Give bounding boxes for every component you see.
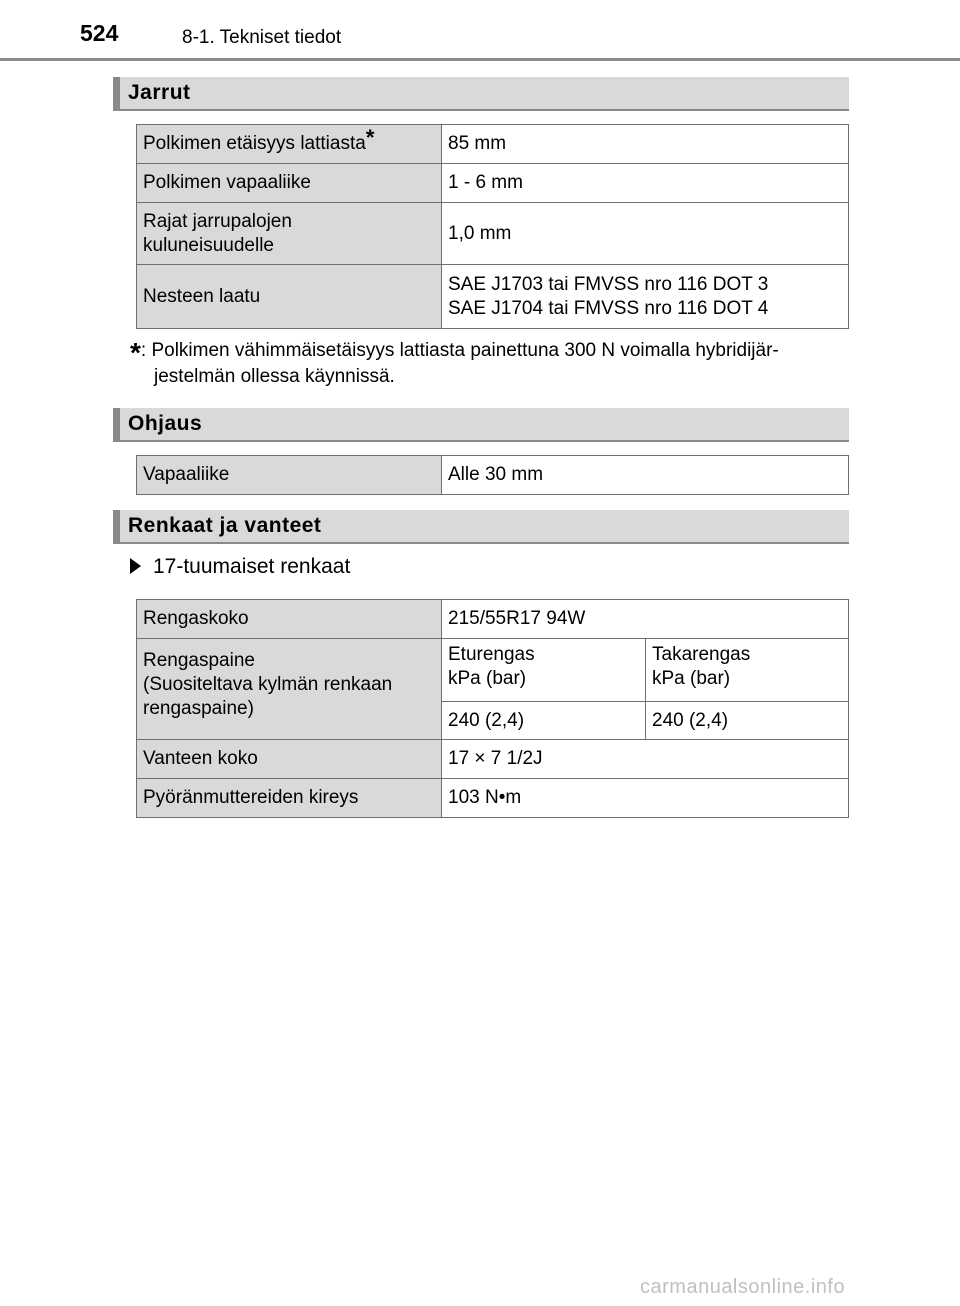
spec-value: 17 × 7 1/2J	[442, 740, 849, 779]
section-ohjaus-heading	[113, 408, 849, 442]
chapter-title: 8-1. Tekniset tiedot	[182, 27, 342, 48]
rear-tire-pressure: 240 (2,4)	[646, 702, 849, 740]
table-row	[137, 600, 849, 639]
spec-value: Alle 30 mm	[442, 456, 849, 495]
footnote-mark: *	[130, 337, 141, 368]
spec-label: Polkimen etäisyys lattiasta*	[137, 125, 442, 164]
table-row	[137, 639, 849, 702]
steering-table	[136, 455, 849, 495]
page-number: 524	[80, 20, 119, 46]
section-title: Renkaat ja vanteet	[128, 514, 322, 537]
bullet-item	[130, 555, 350, 579]
asterisk-mark: *	[365, 125, 375, 150]
spec-value: 103 N•m	[442, 779, 849, 818]
footnote-text-continued: jestelmän ollessa käynnissä.	[154, 366, 395, 387]
header-rule	[0, 58, 960, 61]
rear-tire-header: Takarengas kPa (bar)	[646, 639, 849, 702]
front-tire-pressure: 240 (2,4)	[442, 702, 646, 740]
section-title: Ohjaus	[128, 412, 203, 435]
spec-label: Rajat jarrupalojen kuluneisuudelle	[137, 203, 442, 265]
front-tire-header: Eturengas kPa (bar)	[442, 639, 646, 702]
section-renkaat-heading	[113, 510, 849, 544]
triangle-bullet-icon	[130, 558, 141, 574]
table-row	[137, 779, 849, 818]
spec-label: Vapaaliike	[137, 456, 442, 495]
table-row	[137, 265, 849, 329]
bullet-text: 17-tuumaiset renkaat	[153, 555, 351, 578]
section-title: Jarrut	[128, 81, 191, 104]
brakes-table	[136, 124, 849, 329]
section-jarrut-heading	[113, 77, 849, 111]
tires-table	[136, 599, 849, 818]
table-row	[137, 125, 849, 164]
spec-label: Polkimen vapaaliike	[137, 164, 442, 203]
spec-label: Nesteen laatu	[137, 265, 442, 329]
table-row	[137, 203, 849, 265]
spec-label: Vanteen koko	[137, 740, 442, 779]
spec-value: 1 - 6 mm	[442, 164, 849, 203]
spec-label: Pyöränmuttereiden kireys	[137, 779, 442, 818]
spec-value: 85 mm	[442, 125, 849, 164]
spec-label: Rengaspaine (Suositeltava kylmän renkaan rengaspaine)	[137, 639, 442, 740]
footnote	[130, 334, 850, 390]
spec-value: 1,0 mm	[442, 203, 849, 265]
spec-value: SAE J1703 tai FMVSS nro 116 DOT 3 SAE J1704 tai FMVSS nro 116 DOT 4	[442, 265, 849, 329]
spec-value: 215/55R17 94W	[442, 600, 849, 639]
watermark: carmanualsonline.info	[640, 1276, 846, 1298]
page-header	[0, 0, 960, 62]
spec-label: Rengaskoko	[137, 600, 442, 639]
footnote-text: : Polkimen vähimmäisetäisyys lattiasta painettuna 300 N voimalla hybridijär-	[140, 340, 779, 361]
table-row	[137, 164, 849, 203]
table-row	[137, 456, 849, 495]
table-row	[137, 740, 849, 779]
